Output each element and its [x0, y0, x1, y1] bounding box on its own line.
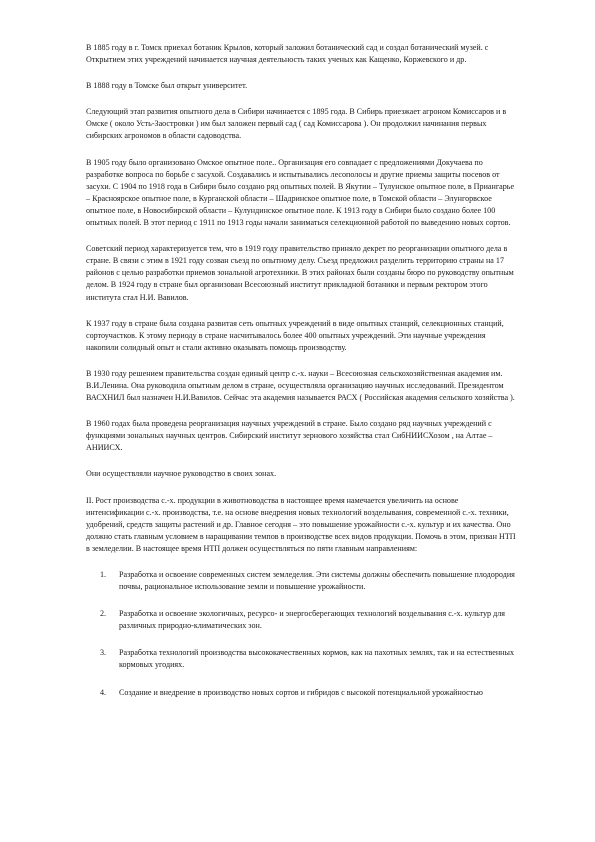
directions-list [86, 569, 516, 699]
list-item-text: Разработка и освоение экологичных, ресурсо- и энергосберегающих технологий возделывания с.-х. культур для различных природно-климатических зон. [119, 609, 505, 631]
paragraph-komissarov: Следующий этап развития опытного дела в Сибири начинается с 1895 года. В Сибирь приезжает агроном Комиссаров и в Омске ( около Усть-Заостровки ) им был заложен первый сад ( сад Комиссарова ). Он продолжил начинания первых сибирских агрономов в области садоводства. [86, 107, 507, 141]
paragraph-university: В 1888 году в Томске был открыт университет. [86, 81, 248, 91]
list-item-number: 4. [100, 687, 107, 697]
list-item [86, 687, 516, 699]
list-item [86, 647, 516, 671]
list-item-text: Разработка технологий производства высококачественных кормов, как на пахотных землях, так и на естественных кормовых угодиях. [119, 648, 514, 670]
paragraph-krylov: В 1885 году в г. Томск приехал ботаник Крылов, который заложил ботанический сад и создал ботанический музей. с Открытием этих учреждений начинается научная деятельность таких ученых как Кащенко, Коржевского и др. [86, 43, 489, 65]
paragraph-omsk-field: В 1905 году было организовано Омское опытное поле.. Организация его совпадает с предложениями Докучаева по разработке вопроса по борьбе с засухой. Создавались и испытывались лесополосы и другие приемы защиты посевов от засухи. С 1904 по 1918 года в Сибири было создано ряд опытных полей. В Якутии – Тулунское опытное поле, в Приангарье – Красноярское опытное поле, в Курганской области – Шадринское опытное поле, в Томской области – Элунгорвское опытное поле, в Новосибирской области – Кулундинское опытное поле. К 1913 году в Сибири было создано более 100 опытных полей. В этот период с 1911 по 1913 годы начали заниматься селекционной работой по выведению новых сортов. [86, 157, 515, 228]
paragraph-1960: В 1960 годах была проведена реорганизация научных учреждений в стране. Было создано ряд научных учреждений с функциями зональных научных центров. Сибирский институт зернового хозяйства стал СибНИИСХозом , на Алтае – АНИИСХ. [86, 419, 493, 453]
paragraph-zones: Они осуществляли научное руководство в своих зонах. [86, 469, 277, 479]
list-item-number: 3. [100, 648, 107, 658]
list-item [86, 569, 516, 593]
paragraph-growth: II. Рост производства с.-х. продукции в животноводства в настоящее время намечается увеличить на основе интенсификации с.-х. производства, т.е. на основе внедрения новых технологий возделывания, современной с.-х. техники, удобрений, средств защиты растений и др. Главное сегодня – это повышение урожайности с.-х. культур и их качества. Оно должно стать главным условием в наращивании темпов в производстве всех видов продукции. Помочь в этом, призван НТП в земледелии. В настоящее время НТП должен осуществляться по пяти главным направлениям: [86, 495, 516, 553]
list-item-text: Создание и внедрение в производство новых сортов и гибридов с высокой потенциальной урожайностью [119, 687, 483, 697]
paragraph-1937: К 1937 году в стране была создана развитая сеть опытных учреждений в виде опытных станций, селекционных станций, сортоучастков. К этому периоду в стране насчитывалось более 400 опытных учреждений. Эти научные учреждения накопили солидный опыт и стали активно оказывать помощь производству. [86, 318, 504, 352]
list-item-number: 2. [100, 609, 107, 619]
paragraph-vaskhnil: В 1930 году решением правительства создан единый центр с.-х. науки – Всесоюзная сельскохозяйственная академия им. В.И.Ленина. Она руководила опытным делом в стране, осуществляла организацию научных исследований. Президентом ВАСХНИЛ был назначен Н.И.Вавилов. Сейчас эта академия называется РАСХ ( Российская академия сельского хозяйства ). [86, 368, 515, 403]
list-item-number: 1. [100, 570, 107, 579]
list-item-text: Разработка и освоение современных систем земледелия. Эти системы должны обеспечить повышение плодородия почвы, рациональное использование земли и повышение урожайности. [119, 570, 515, 592]
document-page [86, 42, 516, 714]
paragraph-soviet-period: Советский период характеризуется тем, что в 1919 году правительство приняло декрет по реорганизации опытного дела в стране. В связи с этим в 1921 году созван съезд по опытному делу. Съезд предложил разделить территорию страны на 17 районов с целью разработки приемов зональной агротехники. В этих районах были созданы бюро по руководству опытным делом. В 1924 году в стране был организован Всесоюзный институт прикладной ботаники и первым ректором этого института стал Н.И. Вавилов. [86, 244, 514, 302]
list-item [86, 608, 516, 632]
